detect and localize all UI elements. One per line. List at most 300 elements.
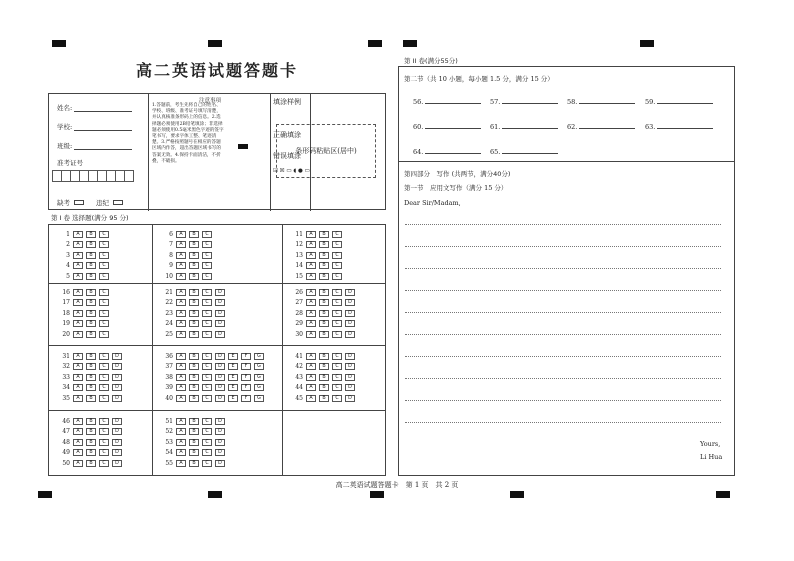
question-number: 41 xyxy=(295,352,303,360)
answer-bubble[interactable]: B xyxy=(86,363,96,370)
question-row xyxy=(52,330,112,338)
answer-bubble[interactable]: D xyxy=(215,384,225,391)
answer-bubble[interactable]: C xyxy=(99,320,109,327)
answer-bubble[interactable]: A xyxy=(73,395,83,402)
answer-bubble[interactable]: C xyxy=(332,363,342,370)
answer-bubble[interactable]: C xyxy=(332,331,342,338)
answer-bubble[interactable]: G xyxy=(254,363,264,370)
answer-bubble[interactable]: B xyxy=(189,418,199,425)
question-row xyxy=(155,384,267,392)
answer-bubble[interactable]: B xyxy=(189,331,199,338)
answer-bubble[interactable]: A xyxy=(176,353,186,360)
answer-bubble[interactable]: D xyxy=(345,363,355,370)
fill-item[interactable]: 63. xyxy=(645,122,713,131)
answer-bubble[interactable]: C xyxy=(332,353,342,360)
answer-bubble[interactable]: C xyxy=(99,418,109,425)
answer-bubble[interactable]: D xyxy=(112,384,122,391)
answer-bubble[interactable]: D xyxy=(345,310,355,317)
answer-bubble[interactable]: B xyxy=(319,299,329,306)
answer-bubble[interactable]: D xyxy=(215,395,225,402)
answer-bubble[interactable]: C xyxy=(99,331,109,338)
answer-bubble[interactable]: A xyxy=(306,252,316,259)
answer-bubble[interactable]: C xyxy=(99,310,109,317)
answer-bubble[interactable]: C xyxy=(202,331,212,338)
answer-bubble[interactable]: D xyxy=(112,374,122,381)
question-number: 9 xyxy=(169,262,173,270)
fill-item[interactable]: 65. xyxy=(490,147,558,156)
answer-bubble[interactable]: B xyxy=(189,395,199,402)
answer-bubble[interactable]: F xyxy=(241,374,251,381)
question-row xyxy=(285,241,345,249)
answer-bubble[interactable]: B xyxy=(319,231,329,238)
answer-bubble[interactable]: A xyxy=(176,241,186,248)
answer-bubble[interactable]: A xyxy=(176,320,186,327)
question-row xyxy=(285,394,358,402)
answer-bubble[interactable]: A xyxy=(306,320,316,327)
answer-bubble[interactable]: B xyxy=(189,428,199,435)
writing-line[interactable] xyxy=(405,246,721,247)
question-row xyxy=(52,352,125,360)
answer-bubble[interactable]: F xyxy=(241,353,251,360)
answer-bubble[interactable]: C xyxy=(202,363,212,370)
answer-bubble[interactable]: A xyxy=(176,439,186,446)
answer-bubble[interactable]: A xyxy=(73,449,83,456)
question-row xyxy=(52,320,112,328)
answer-bubble[interactable]: B xyxy=(86,289,96,296)
answer-bubble[interactable]: C xyxy=(99,289,109,296)
answer-bubble[interactable]: D xyxy=(112,439,122,446)
question-number: 53 xyxy=(165,438,173,446)
answer-bubble[interactable]: A xyxy=(73,418,83,425)
writing-line[interactable] xyxy=(405,268,721,269)
answer-bubble[interactable]: D xyxy=(345,384,355,391)
answer-bubble[interactable]: C xyxy=(332,299,342,306)
answer-bubble[interactable]: C xyxy=(202,439,212,446)
answer-bubble[interactable]: B xyxy=(189,320,199,327)
answer-bubble[interactable]: C xyxy=(332,273,342,280)
answer-bubble[interactable]: B xyxy=(189,299,199,306)
answer-bubble[interactable]: A xyxy=(306,363,316,370)
wrong-fill-symbols: ☑ ☒ ▭ ◖ ● ▭ xyxy=(273,168,310,174)
answer-bubble[interactable]: A xyxy=(176,299,186,306)
question-number: 12 xyxy=(295,241,303,249)
answer-bubble[interactable]: D xyxy=(215,374,225,381)
answer-bubble[interactable]: A xyxy=(73,252,83,259)
correct-fill-sample xyxy=(238,144,248,149)
answer-bubble[interactable]: C xyxy=(99,299,109,306)
exam-id-grid[interactable] xyxy=(52,170,133,182)
answer-bubble[interactable]: F xyxy=(241,395,251,402)
question-row xyxy=(285,262,345,270)
answer-bubble[interactable]: B xyxy=(319,331,329,338)
question-row xyxy=(155,373,267,381)
answer-bubble[interactable]: C xyxy=(202,449,212,456)
answer-bubble[interactable]: A xyxy=(176,331,186,338)
writing-line[interactable] xyxy=(405,356,721,357)
question-row xyxy=(285,309,358,317)
answer-bubble[interactable]: D xyxy=(215,289,225,296)
answer-bubble[interactable]: D xyxy=(112,353,122,360)
question-row xyxy=(52,262,112,270)
answer-bubble[interactable]: D xyxy=(112,418,122,425)
answer-bubble[interactable]: A xyxy=(306,374,316,381)
question-row xyxy=(155,330,228,338)
answer-bubble[interactable]: B xyxy=(319,374,329,381)
answer-bubble[interactable]: D xyxy=(215,310,225,317)
part4-heading: 第四部分 写作 (共两节，满分40分) xyxy=(404,170,511,178)
answer-bubble[interactable]: B xyxy=(86,331,96,338)
answer-bubble[interactable]: B xyxy=(319,363,329,370)
answer-bubble[interactable]: C xyxy=(202,310,212,317)
question-row xyxy=(155,309,228,317)
question-number: 48 xyxy=(62,438,70,446)
answer-bubble[interactable]: A xyxy=(176,231,186,238)
answer-bubble[interactable]: A xyxy=(306,310,316,317)
question-row xyxy=(155,459,228,467)
question-row xyxy=(285,251,345,259)
answer-bubble[interactable]: A xyxy=(176,384,186,391)
registration-mark xyxy=(208,491,222,498)
class-field[interactable] xyxy=(57,141,132,150)
question-row xyxy=(285,288,358,296)
answer-bubble[interactable]: B xyxy=(86,439,96,446)
school-label: 学校: xyxy=(57,123,73,131)
answer-bubble[interactable]: B xyxy=(86,428,96,435)
answer-bubble[interactable]: D xyxy=(345,395,355,402)
answer-bubble[interactable]: C xyxy=(202,460,212,467)
closing: Yours, xyxy=(700,440,721,448)
answer-bubble[interactable]: D xyxy=(215,449,225,456)
question-row xyxy=(52,394,125,402)
answer-bubble[interactable]: B xyxy=(319,289,329,296)
answer-bubble[interactable]: A xyxy=(73,363,83,370)
answer-bubble[interactable]: B xyxy=(86,384,96,391)
answer-bubble[interactable]: A xyxy=(73,460,83,467)
answer-bubble[interactable]: A xyxy=(73,262,83,269)
answer-bubble[interactable]: A xyxy=(176,273,186,280)
answer-bubble[interactable]: C xyxy=(332,262,342,269)
answer-bubble[interactable]: D xyxy=(112,428,122,435)
section2-heading: 第 II 卷(满分55分) xyxy=(404,57,458,65)
answer-bubble[interactable]: C xyxy=(202,428,212,435)
answer-bubble[interactable]: D xyxy=(112,395,122,402)
answer-bubble[interactable]: A xyxy=(176,449,186,456)
question-row xyxy=(285,384,358,392)
answer-bubble[interactable]: C xyxy=(332,241,342,248)
name-field[interactable] xyxy=(57,103,132,112)
answer-bubble[interactable]: A xyxy=(176,310,186,317)
answer-bubble[interactable]: A xyxy=(176,460,186,467)
answer-bubble[interactable]: D xyxy=(345,289,355,296)
answer-bubble[interactable]: B xyxy=(86,241,96,248)
answer-bubble[interactable]: B xyxy=(86,310,96,317)
answer-bubble[interactable]: G xyxy=(254,353,264,360)
answer-bubble[interactable]: A xyxy=(73,241,83,248)
answer-bubble[interactable]: B xyxy=(319,252,329,259)
fill-item[interactable]: 57. xyxy=(490,97,558,106)
answer-bubble[interactable]: A xyxy=(306,395,316,402)
question-row xyxy=(52,230,112,238)
answer-bubble[interactable]: B xyxy=(189,231,199,238)
answer-bubble[interactable]: C xyxy=(332,374,342,381)
question-number: 24 xyxy=(165,320,173,328)
answer-bubble[interactable]: A xyxy=(73,353,83,360)
answer-bubble[interactable]: B xyxy=(86,299,96,306)
answer-bubble[interactable]: C xyxy=(99,273,109,280)
answer-bubble[interactable]: C xyxy=(99,460,109,467)
question-number: 40 xyxy=(165,394,173,402)
writing-line[interactable] xyxy=(405,334,721,335)
answer-bubble[interactable]: A xyxy=(306,384,316,391)
writing-line[interactable] xyxy=(405,224,721,225)
answer-bubble[interactable]: C xyxy=(99,395,109,402)
answer-bubble[interactable]: D xyxy=(215,439,225,446)
question-row xyxy=(285,320,358,328)
answer-bubble[interactable]: D xyxy=(215,320,225,327)
answer-bubble[interactable]: D xyxy=(345,331,355,338)
question-number: 14 xyxy=(295,262,303,270)
answer-bubble[interactable]: C xyxy=(332,231,342,238)
answer-bubble[interactable]: C xyxy=(99,374,109,381)
registration-mark xyxy=(510,491,524,498)
school-field[interactable] xyxy=(57,122,132,131)
fill-item[interactable]: 60. xyxy=(413,122,481,131)
answer-bubble[interactable]: A xyxy=(176,363,186,370)
question-row xyxy=(285,299,358,307)
answer-bubble[interactable]: A xyxy=(306,331,316,338)
answer-bubble[interactable]: D xyxy=(215,299,225,306)
answer-bubble[interactable]: D xyxy=(215,363,225,370)
answer-bubble[interactable]: E xyxy=(228,363,238,370)
question-row xyxy=(155,272,215,280)
question-number: 22 xyxy=(165,299,173,307)
violation-checkbox[interactable] xyxy=(113,200,123,205)
answer-bubble[interactable]: B xyxy=(189,273,199,280)
question-row xyxy=(52,299,112,307)
question-row xyxy=(285,330,358,338)
answer-bubble[interactable]: C xyxy=(99,241,109,248)
answer-bubble[interactable]: A xyxy=(73,439,83,446)
answer-bubble[interactable]: D xyxy=(112,449,122,456)
answer-bubble[interactable]: A xyxy=(176,418,186,425)
answer-bubble[interactable]: C xyxy=(202,252,212,259)
writing-line[interactable] xyxy=(405,378,721,379)
answer-bubble[interactable]: C xyxy=(99,384,109,391)
answer-bubble[interactable]: A xyxy=(73,231,83,238)
fill-item[interactable]: 61. xyxy=(490,122,558,131)
answer-bubble[interactable]: E xyxy=(228,353,238,360)
question-row xyxy=(285,363,358,371)
fill-item[interactable]: 62. xyxy=(567,122,635,131)
answer-bubble[interactable]: C xyxy=(202,262,212,269)
question-row xyxy=(155,352,267,360)
answer-bubble[interactable]: A xyxy=(306,353,316,360)
answer-bubble[interactable]: B xyxy=(189,460,199,467)
answer-bubble[interactable]: G xyxy=(254,374,264,381)
answer-bubble[interactable]: B xyxy=(319,395,329,402)
answer-bubble[interactable]: C xyxy=(99,428,109,435)
answer-bubble[interactable]: B xyxy=(189,449,199,456)
answer-bubble[interactable]: B xyxy=(86,449,96,456)
answer-bubble[interactable]: C xyxy=(332,395,342,402)
answer-bubble[interactable]: C xyxy=(202,289,212,296)
answer-bubble[interactable]: B xyxy=(189,252,199,259)
answer-bubble[interactable]: B xyxy=(189,439,199,446)
answer-bubble[interactable]: A xyxy=(176,428,186,435)
answer-bubble[interactable]: A xyxy=(176,252,186,259)
answer-bubble[interactable]: D xyxy=(112,460,122,467)
answer-bubble[interactable]: A xyxy=(73,320,83,327)
answer-bubble[interactable]: D xyxy=(215,331,225,338)
answer-bubble[interactable]: B xyxy=(319,384,329,391)
answer-bubble[interactable]: C xyxy=(202,320,212,327)
answer-bubble[interactable]: B xyxy=(189,353,199,360)
answer-bubble[interactable]: A xyxy=(73,428,83,435)
answer-bubble[interactable]: A xyxy=(73,310,83,317)
answer-bubble[interactable]: A xyxy=(73,384,83,391)
answer-bubble[interactable]: C xyxy=(202,395,212,402)
answer-bubble[interactable]: B xyxy=(86,460,96,467)
answer-bubble[interactable]: A xyxy=(73,374,83,381)
fill-sample-title: 填涂样例 xyxy=(273,98,301,106)
answer-bubble[interactable]: A xyxy=(73,289,83,296)
question-row xyxy=(285,352,358,360)
answer-bubble[interactable]: A xyxy=(176,289,186,296)
answer-bubble[interactable]: B xyxy=(319,310,329,317)
answer-bubble[interactable]: B xyxy=(86,353,96,360)
answer-bubble[interactable]: A xyxy=(176,374,186,381)
answer-bubble[interactable]: C xyxy=(99,262,109,269)
writing-line[interactable] xyxy=(405,290,721,291)
answer-bubble[interactable]: C xyxy=(202,418,212,425)
answer-bubble[interactable]: B xyxy=(86,273,96,280)
answer-bubble[interactable]: B xyxy=(319,353,329,360)
answer-bubble[interactable]: B xyxy=(189,262,199,269)
answer-bubble[interactable]: C xyxy=(99,353,109,360)
answer-bubble[interactable]: B xyxy=(86,418,96,425)
answer-bubble[interactable]: B xyxy=(86,252,96,259)
answer-bubble[interactable]: A xyxy=(306,241,316,248)
answer-bubble[interactable]: B xyxy=(319,273,329,280)
answer-bubble[interactable]: G xyxy=(254,395,264,402)
answer-bubble[interactable]: C xyxy=(332,310,342,317)
answer-bubble[interactable]: A xyxy=(306,299,316,306)
question-number: 19 xyxy=(62,320,70,328)
registration-mark xyxy=(208,40,222,47)
question-number: 47 xyxy=(62,428,70,436)
answer-bubble[interactable]: D xyxy=(345,320,355,327)
answer-bubble[interactable]: C xyxy=(202,241,212,248)
answer-bubble[interactable]: D xyxy=(215,428,225,435)
answer-bubble[interactable]: C xyxy=(332,289,342,296)
answer-bubble[interactable]: A xyxy=(306,231,316,238)
answer-bubble[interactable]: A xyxy=(73,331,83,338)
answer-bubble[interactable]: C xyxy=(202,353,212,360)
answer-bubble[interactable]: C xyxy=(202,273,212,280)
answer-bubble[interactable]: E xyxy=(228,374,238,381)
answer-bubble[interactable]: C xyxy=(99,439,109,446)
question-number: 3 xyxy=(66,251,70,259)
answer-bubble[interactable]: E xyxy=(228,384,238,391)
answer-bubble[interactable]: B xyxy=(189,374,199,381)
question-row xyxy=(52,428,125,436)
barcode-area xyxy=(276,124,376,178)
fill-item[interactable]: 59. xyxy=(645,97,713,106)
answer-bubble[interactable]: D xyxy=(215,353,225,360)
answer-bubble[interactable]: A xyxy=(306,289,316,296)
answer-bubble[interactable]: C xyxy=(332,252,342,259)
answer-bubble[interactable]: C xyxy=(202,299,212,306)
class-label: 班级: xyxy=(57,142,73,150)
answer-bubble[interactable]: C xyxy=(202,384,212,391)
answer-bubble[interactable]: A xyxy=(306,262,316,269)
answer-bubble[interactable]: C xyxy=(202,374,212,381)
answer-bubble[interactable]: B xyxy=(86,320,96,327)
answer-bubble[interactable]: B xyxy=(86,374,96,381)
answer-bubble[interactable]: A xyxy=(306,273,316,280)
question-row xyxy=(155,428,228,436)
answer-bubble[interactable]: D xyxy=(345,299,355,306)
answer-bubble[interactable]: D xyxy=(345,374,355,381)
question-number: 44 xyxy=(295,384,303,392)
fill-item[interactable]: 64. xyxy=(413,147,481,156)
question-number: 17 xyxy=(62,299,70,307)
answer-bubble[interactable]: B xyxy=(319,241,329,248)
answer-bubble[interactable]: A xyxy=(73,273,83,280)
answer-bubble[interactable]: D xyxy=(112,363,122,370)
answer-bubble[interactable]: F xyxy=(241,384,251,391)
answer-bubble[interactable]: A xyxy=(176,395,186,402)
question-number: 45 xyxy=(295,394,303,402)
question-number: 23 xyxy=(165,309,173,317)
question-number: 32 xyxy=(62,363,70,371)
answer-bubble[interactable]: D xyxy=(345,353,355,360)
answer-bubble[interactable]: C xyxy=(99,231,109,238)
writing-line[interactable] xyxy=(405,312,721,313)
answer-bubble[interactable]: B xyxy=(319,262,329,269)
answer-bubble[interactable]: B xyxy=(189,384,199,391)
answer-bubble[interactable]: C xyxy=(99,252,109,259)
fill-item[interactable]: 58. xyxy=(567,97,635,106)
answer-bubble[interactable]: D xyxy=(215,460,225,467)
answer-bubble[interactable]: B xyxy=(86,231,96,238)
answer-bubble[interactable]: B xyxy=(189,289,199,296)
answer-bubble[interactable]: C xyxy=(332,320,342,327)
answer-bubble[interactable]: A xyxy=(73,299,83,306)
answer-bubble[interactable]: D xyxy=(215,418,225,425)
answer-bubble[interactable]: C xyxy=(332,384,342,391)
question-row xyxy=(155,262,215,270)
answer-bubble[interactable]: B xyxy=(189,310,199,317)
answer-bubble[interactable]: E xyxy=(228,395,238,402)
answer-bubble[interactable]: B xyxy=(319,320,329,327)
writing-line[interactable] xyxy=(405,422,721,423)
answer-bubble[interactable]: F xyxy=(241,363,251,370)
answer-bubble[interactable]: G xyxy=(254,384,264,391)
answer-bubble[interactable]: A xyxy=(176,262,186,269)
answer-bubble[interactable]: C xyxy=(99,449,109,456)
writing-line[interactable] xyxy=(405,400,721,401)
answer-bubble[interactable]: B xyxy=(189,241,199,248)
absent-checkbox[interactable] xyxy=(74,200,84,205)
answer-bubble[interactable]: B xyxy=(86,262,96,269)
fill-item[interactable]: 56. xyxy=(413,97,481,106)
question-number: 16 xyxy=(62,288,70,296)
answer-bubble[interactable]: C xyxy=(202,231,212,238)
answer-bubble[interactable]: B xyxy=(189,363,199,370)
answer-bubble[interactable]: C xyxy=(99,363,109,370)
answer-bubble[interactable]: B xyxy=(86,395,96,402)
